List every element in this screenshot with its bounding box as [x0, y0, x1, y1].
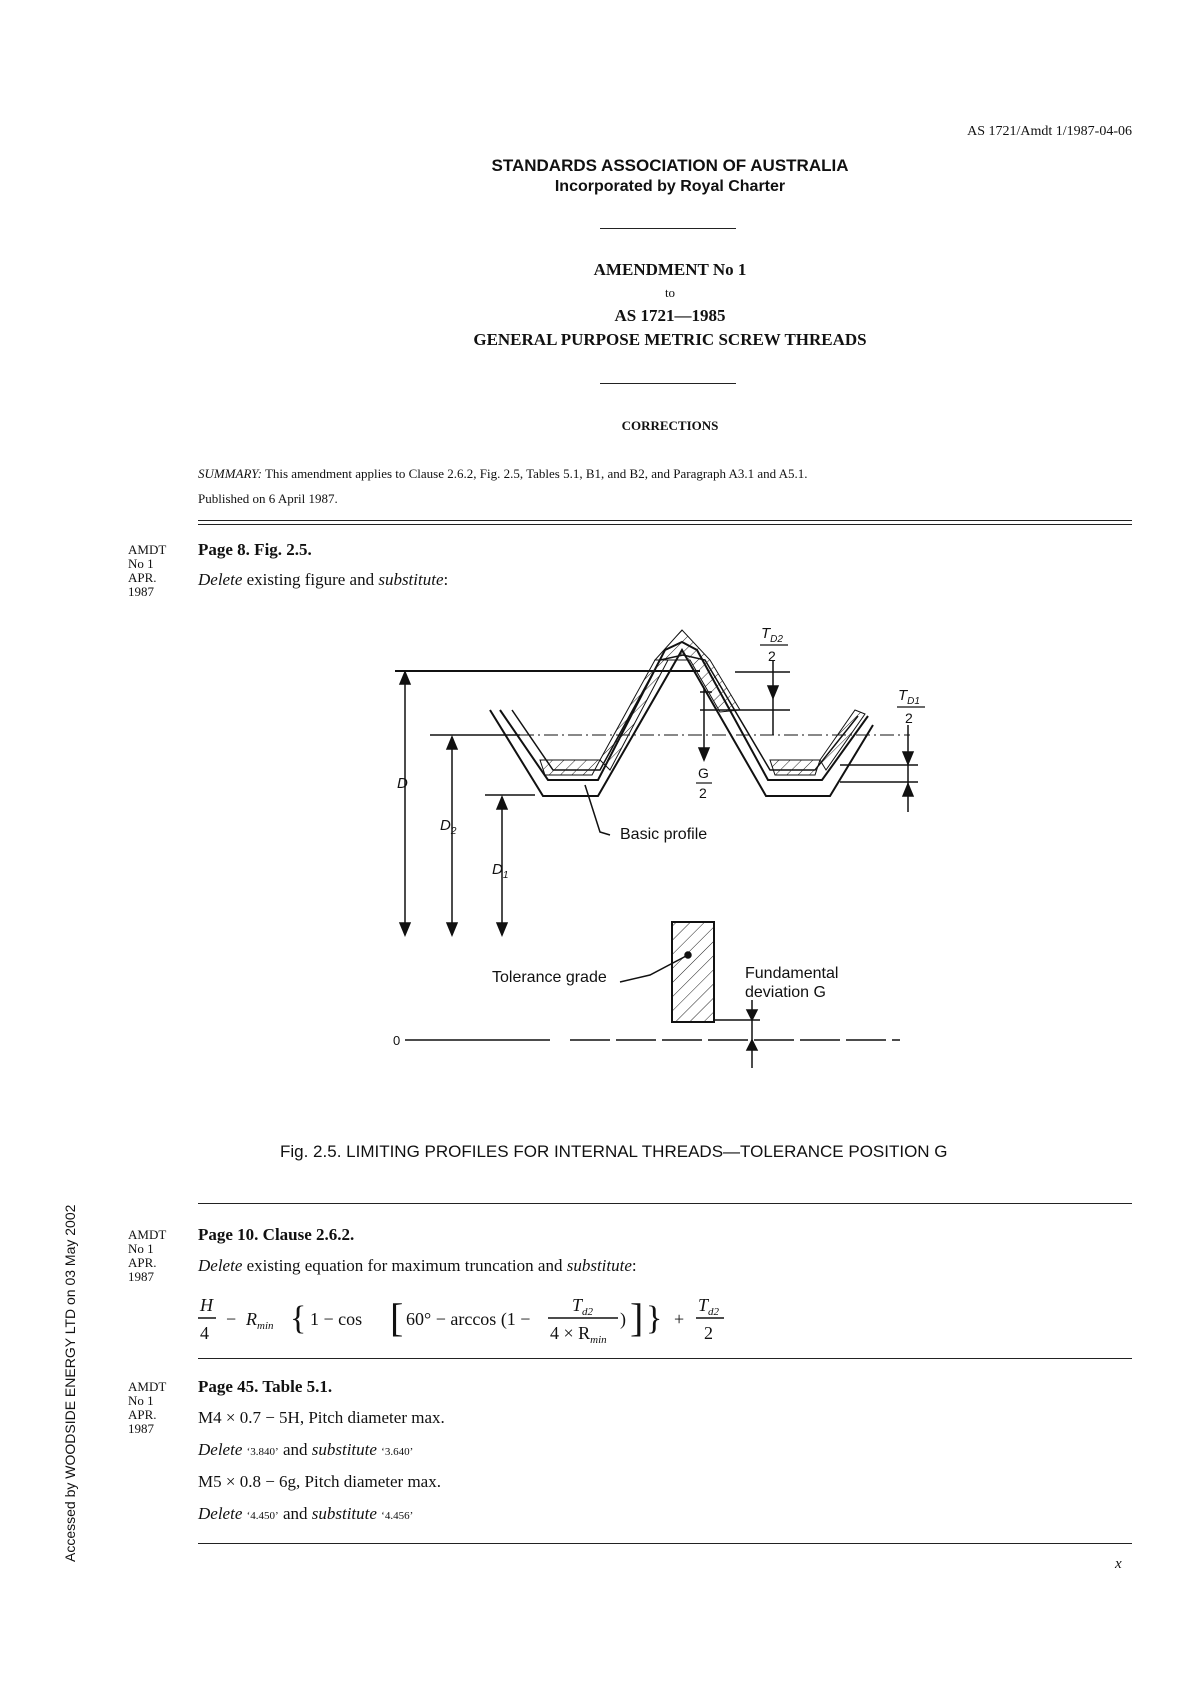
- limiting-profile-inner: [512, 655, 858, 770]
- section-rule-3: [198, 1543, 1132, 1544]
- limiting-profile-outer: [500, 642, 868, 780]
- td2-label: $T_{D2}$: [761, 625, 783, 645]
- hatched-flank-right: [820, 710, 865, 770]
- fundamental-label-line1: Fundamental: [745, 965, 839, 982]
- td1-arrow-bottom: [903, 784, 913, 796]
- hatched-flank-left: [600, 660, 668, 770]
- fund-dev-arrow-bottom: [747, 1040, 757, 1050]
- table-line-2: M5 × 0.8 − 6g, Pitch diameter max.: [198, 1472, 441, 1491]
- d2-label: $D_2$: [440, 817, 457, 837]
- eq-tnum: $T_{d2}$: [572, 1295, 594, 1318]
- basic-profile-leader: [585, 785, 610, 835]
- delete-word: Delete: [198, 570, 243, 589]
- margin-note-line: 1987: [128, 1269, 154, 1284]
- eq-minus: −: [226, 1309, 237, 1329]
- summary-text: This amendment applies to Clause 2.6.2, Fig. 2.5, Tables 5.1, B1, and B2, and Paragraph A3.1 and A5.1.: [264, 466, 808, 481]
- margin-note-line: APR.: [128, 1255, 157, 1270]
- substitute-word: substitute: [311, 1440, 377, 1459]
- eq-brace-open: {: [290, 1300, 307, 1337]
- new-value: ‘4.456’: [381, 1510, 414, 1522]
- truncation-equation: [190, 1285, 790, 1355]
- table-line-1: M4 × 0.7 − 5H, Pitch diameter max.: [198, 1408, 445, 1427]
- margin-note-line: APR.: [128, 1407, 157, 1422]
- and-word: and: [278, 1504, 312, 1523]
- hatched-root-left: [540, 760, 600, 775]
- access-side-note: Accessed by WOODSIDE ENERGY LTD on 03 May 2002: [62, 1204, 78, 1562]
- d1-arrow-top: [497, 797, 507, 809]
- zero-label: 0: [393, 1033, 401, 1048]
- margin-note-line: No 1: [128, 1393, 154, 1408]
- td1-label-denominator: 2: [905, 710, 913, 726]
- figure-caption: Fig. 2.5. LIMITING PROFILES FOR INTERNAL THREADS—TOLERANCE POSITION G: [280, 1142, 948, 1161]
- g-label: G: [698, 765, 709, 781]
- margin-note-line: AMDT: [128, 1227, 167, 1242]
- section-3-ref: Page 45. Table 5.1.: [198, 1377, 333, 1396]
- delete-word: Delete: [198, 1504, 243, 1523]
- g-arrow: [699, 748, 709, 760]
- eq-r: $R_{min}$: [246, 1309, 274, 1332]
- d1-label: $D_1$: [492, 861, 509, 881]
- fundamental-label-line2: deviation G: [745, 984, 826, 1001]
- d2-arrow-top: [447, 737, 457, 749]
- amendment-title: AMENDMENT No 1: [593, 260, 747, 279]
- eq-bracket-close: ]: [630, 1295, 644, 1340]
- section-rule-2: [198, 1358, 1132, 1359]
- eq-one-minus-cos: 1 − cos: [310, 1309, 363, 1329]
- organization-name: STANDARDS ASSOCIATION OF AUSTRALIA: [491, 156, 849, 175]
- d-arrow-top: [400, 672, 410, 684]
- summary-published: Published on 6 April 1987.: [198, 491, 338, 506]
- d2-arrow-bottom: [447, 923, 457, 935]
- eq-close-paren: ): [620, 1309, 626, 1329]
- margin-note-line: 1987: [128, 1421, 154, 1436]
- section-2-instruction: [198, 1256, 637, 1276]
- section-1-ref: Page 8. Fig. 2.5.: [198, 540, 312, 559]
- amendment-to: to: [664, 285, 676, 300]
- margin-note-2: [128, 1228, 188, 1284]
- old-value: ‘3.840’: [246, 1446, 279, 1458]
- delete-word: Delete: [198, 1440, 243, 1459]
- basic-profile-label: Basic profile: [620, 826, 708, 843]
- amendment-subject: GENERAL PURPOSE METRIC SCREW THREADS: [473, 330, 867, 349]
- amendment-standard: AS 1721—1985: [614, 306, 726, 325]
- page-mark: x: [1115, 1556, 1122, 1572]
- instruction-end: :: [443, 570, 449, 589]
- organization-charter: Incorporated by Royal Charter: [554, 178, 786, 195]
- summary-label: SUMMARY:: [198, 466, 262, 481]
- eq-h: H: [200, 1295, 213, 1315]
- eq-sixty: 60° − arccos (1 −: [406, 1309, 531, 1329]
- corrections-heading: CORRECTIONS: [621, 418, 719, 433]
- fund-dev-arrow-top: [747, 1010, 757, 1020]
- td2-arrow: [768, 686, 778, 698]
- delete-word: Delete: [198, 1256, 243, 1275]
- margin-note-line: APR.: [128, 570, 157, 585]
- table-correction-1: [198, 1440, 413, 1460]
- g-label-denominator: 2: [699, 785, 707, 801]
- margin-note-line: No 1: [128, 556, 154, 571]
- tolerance-grade-label: Tolerance grade: [492, 969, 607, 986]
- table-correction-2: [198, 1504, 413, 1524]
- substitute-word: substitute: [311, 1504, 377, 1523]
- d-label: D: [397, 775, 408, 792]
- d-arrow-bottom: [400, 923, 410, 935]
- document-reference: AS 1721/Amdt 1/1987-04-06: [967, 124, 1132, 139]
- eq-tden: $4 \times R_{min}$: [550, 1323, 607, 1346]
- instruction-end: :: [631, 1256, 637, 1275]
- tolerance-grade-box: [672, 922, 714, 1022]
- and-word: and: [278, 1440, 312, 1459]
- eq-t2den: 2: [704, 1323, 713, 1343]
- old-value: ‘4.450’: [246, 1510, 279, 1522]
- instruction-text: existing equation for maximum truncation and: [242, 1256, 567, 1275]
- substitute-word: substitute: [566, 1256, 632, 1275]
- margin-note-line: No 1: [128, 1241, 154, 1256]
- instruction-text: existing figure and: [242, 570, 379, 589]
- d1-arrow-bottom: [497, 923, 507, 935]
- eq-bracket-open: [: [390, 1295, 404, 1340]
- section-rule-1: [198, 1203, 1132, 1204]
- eq-plus: +: [674, 1309, 685, 1329]
- eq-four: 4: [200, 1323, 209, 1343]
- margin-note-3: [128, 1380, 188, 1436]
- hatched-root-right: [770, 760, 820, 775]
- td1-arrow-top: [903, 752, 913, 764]
- new-value: ‘3.640’: [381, 1446, 414, 1458]
- margin-note-line: 1987: [128, 584, 154, 599]
- td2-label-denominator: 2: [768, 648, 776, 664]
- td1-label: $T_{D1}$: [898, 687, 920, 707]
- margin-note-line: AMDT: [128, 542, 167, 557]
- margin-note-line: AMDT: [128, 1379, 167, 1394]
- section-2-ref: Page 10. Clause 2.6.2.: [198, 1225, 355, 1244]
- eq-t2num: $T_{d2}$: [698, 1295, 720, 1318]
- eq-brace-close: }: [646, 1300, 663, 1337]
- tolerance-leader-dot: [685, 952, 691, 958]
- substitute-word: substitute: [378, 570, 444, 589]
